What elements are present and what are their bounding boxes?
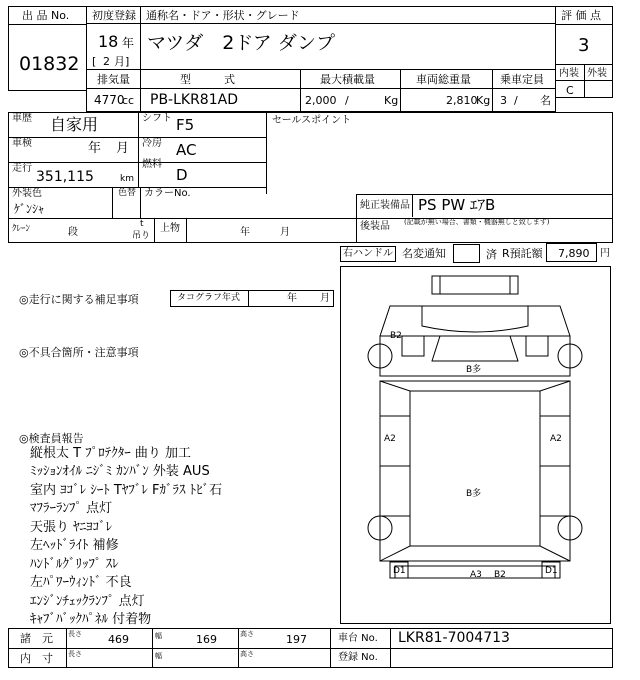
exterior-label: 外装: [587, 68, 607, 79]
first-reg-label: 初度登録: [92, 9, 136, 22]
vehicle-diagram: [340, 266, 611, 624]
damage-mark: D1: [545, 566, 558, 576]
mileage-unit: km: [120, 174, 134, 184]
inner-width-label: 幅: [155, 652, 162, 660]
inspection-label: 車検: [12, 138, 32, 149]
inspector-note: 左ﾍｯﾄﾞﾗｲﾄ 補修: [30, 538, 119, 553]
dims-label: 諸 元: [20, 632, 53, 645]
reg-month-open: [: [92, 55, 97, 68]
interior-grade: C: [566, 84, 574, 97]
reg-year: 18: [98, 32, 119, 51]
reg-label: 登録 No.: [338, 652, 378, 663]
inspector-note: ｷｬﾌﾞﾊﾞｯｸﾊﾟﾈﾙ 付着物: [30, 612, 152, 627]
inspector-note: 左ﾊﾟﾜｰｳｨﾝﾄﾞ 不良: [30, 575, 132, 590]
tacho-year-unit: 年: [287, 293, 297, 304]
displacement-unit: cc: [122, 94, 135, 107]
capacity-value: 3: [500, 94, 507, 107]
ext-color-value: ｹﾞﾝｼｬ: [14, 202, 45, 216]
color-no-label: 色替: [118, 188, 137, 198]
width-label: 幅: [155, 632, 162, 640]
chassis-value: LKR81-7004713: [398, 630, 510, 646]
handle-value: 右ハンドル: [343, 248, 393, 259]
damage-mark: A2: [384, 434, 396, 444]
damage-mark: B多: [466, 365, 482, 375]
inspector-note: 室内 ﾖｺﾞﾚ ｼｰﾄ Tﾔﾌﾞﾚ Fｶﾞﾗｽ ﾄﾋﾞ石: [30, 483, 223, 498]
reg-year-unit: 年: [122, 36, 135, 50]
inner-label: 内 寸: [20, 652, 53, 665]
grade-value: 3: [578, 35, 590, 56]
crane-label: ｸﾚｰﾝ: [12, 224, 31, 234]
crane-stage-unit: 段: [68, 227, 78, 238]
damage-mark: B多: [466, 489, 482, 499]
crane-t-unit: t: [140, 219, 144, 229]
fuel-value: D: [176, 166, 188, 184]
ext-color-label: 外装色: [12, 188, 42, 199]
driving-notes-label: ◎走行に関する補足事項: [19, 293, 139, 306]
max-load-unit: Kg: [384, 94, 399, 107]
mileage-label: 走行: [12, 163, 32, 174]
max-load-sep: /: [345, 94, 349, 107]
capacity-unit: 名: [540, 94, 551, 107]
damage-mark: A2: [550, 434, 562, 444]
name-change-label: 名変通知: [402, 247, 446, 260]
displacement-value: 4770: [94, 93, 125, 107]
name-label: 通称名・ドア・形状・グレード: [146, 9, 300, 22]
upper-year-unit: 年: [240, 227, 250, 238]
tax-value: 7,890: [558, 247, 590, 260]
displacement-label: 排気量: [97, 73, 130, 86]
shift-value: F5: [176, 116, 195, 134]
equipment-value: PS PW ｴｱB: [418, 196, 496, 214]
gross-weight-value: 2,810: [446, 94, 478, 107]
ac-value: AC: [176, 141, 197, 159]
damage-mark: B2: [494, 570, 506, 580]
sales-point-label: セールスポイント: [272, 115, 352, 126]
history-label: 車歴: [12, 113, 32, 124]
inspector-note: ﾐｯｼｮﾝｵｲﾙ ﾆｼﾞﾐ ｶﾝﾊﾞﾝ 外装 AUS: [30, 464, 210, 479]
lot-label: 出 品 No.: [22, 9, 70, 22]
max-load-label: 最大積載量: [320, 73, 375, 86]
name-change-box: [453, 244, 480, 263]
inspector-note: ﾊﾝﾄﾞﾙｸﾞﾘｯﾌﾟ ｽﾚ: [30, 557, 119, 572]
shift-label: シフト: [142, 113, 172, 124]
height-label: 高さ: [240, 630, 254, 638]
gross-weight-unit: Kg: [476, 94, 491, 107]
inspector-note: ｴﾝｼﾞﾝﾁｪｯｸﾗﾝﾌﾟ 点灯: [30, 594, 145, 609]
car-name: マツダ 2ドア ダンプ: [147, 32, 335, 54]
ac-label: 冷房: [142, 138, 162, 149]
aftermarket-note: (記載が無い場合、書類・機器無しと致します): [404, 218, 550, 226]
damage-mark: D1: [393, 566, 406, 576]
capacity-sep: /: [514, 94, 518, 107]
inspector-note: 縦根太 T ﾌﾟﾛﾃｸﾀｰ 曲り 加工: [30, 446, 191, 461]
reg-month-unit: 月]: [114, 55, 130, 68]
upper-label: 上物: [160, 223, 180, 234]
color-num-label: カラーNo.: [144, 188, 191, 199]
reg-month: 2: [103, 55, 110, 68]
tax-unit: 円: [600, 248, 610, 259]
inspector-note: ﾏﾌﾗｰﾗﾝﾌﾟ 点灯: [30, 501, 113, 516]
fuel-label: 燃料: [142, 159, 162, 170]
width-value: 169: [196, 633, 217, 646]
lot-number: 01832: [19, 53, 80, 75]
equipment-label: 純正装備品: [360, 200, 410, 211]
tacho-month-unit: 月: [320, 293, 330, 304]
chassis-label: 車台 No.: [338, 633, 378, 644]
damage-mark: B2: [390, 331, 402, 341]
max-load-value: 2,000: [305, 94, 337, 107]
inspector-note: 天張り ﾔﾆﾖｺﾞﾚ: [30, 520, 113, 535]
damage-mark: A3: [470, 570, 482, 580]
height-value: 197: [286, 633, 307, 646]
tacho-label: タコグラフ年式: [177, 293, 241, 303]
defects-label: ◎不具合箇所・注意事項: [19, 346, 139, 359]
history-value: 自家用: [50, 115, 99, 134]
inspection-month-unit: 月: [116, 141, 130, 156]
model-value: PB-LKR81AD: [150, 92, 238, 108]
length-label: 長さ: [68, 630, 82, 638]
mileage-value: 351,115: [36, 169, 94, 185]
grade-label: 評 価 点: [561, 9, 601, 22]
inspection-year-unit: 年: [88, 141, 102, 156]
inner-height-label: 高さ: [240, 650, 254, 658]
gross-weight-label: 車両総重量: [416, 73, 471, 86]
capacity-label: 乗車定員: [500, 73, 544, 86]
length-value: 469: [108, 633, 129, 646]
aftermarket-label: 後装品: [360, 221, 390, 232]
crane-lift-unit: 吊り: [132, 231, 151, 241]
inspector-label: ◎検査員報告: [19, 432, 84, 445]
interior-label: 内装: [559, 68, 579, 79]
tax-prefix: 済: [486, 248, 497, 261]
tax-label: R預託額: [502, 247, 543, 260]
model-label: 型 式: [180, 73, 235, 86]
upper-month-unit: 月: [280, 227, 290, 238]
inner-length-label: 長さ: [68, 650, 82, 658]
